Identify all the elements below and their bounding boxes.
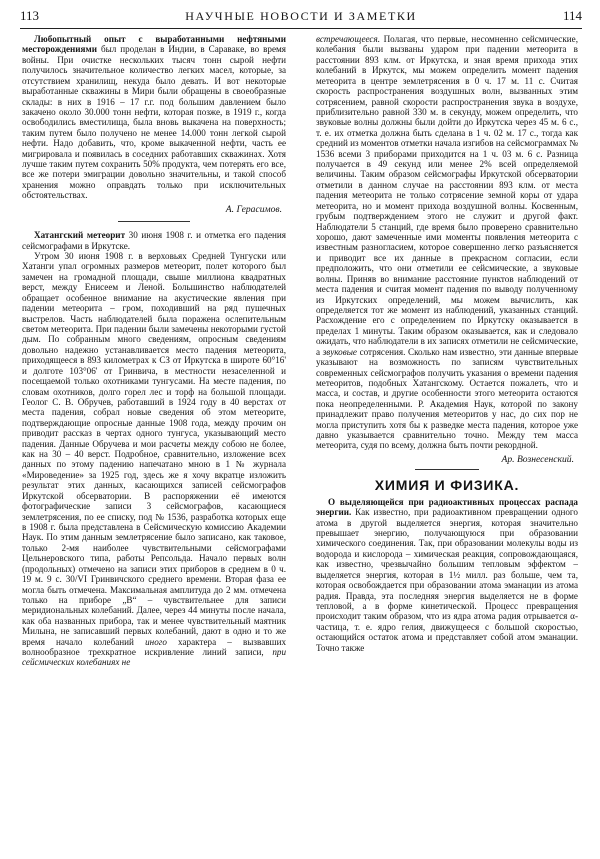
- running-title: НАУЧНЫЕ НОВОСТИ И ЗАМЕТКИ: [185, 9, 417, 23]
- left-column: [22, 34, 286, 855]
- article-separator: [118, 221, 190, 222]
- radioactive-article-title: О выделяющейся при радиоактивных процессах распада энергии.: [316, 496, 578, 518]
- meteorite-article-title: Хатангский метеорит: [34, 230, 126, 241]
- oil-article-title: Любопытный опыт с выработанными нефтяными месторождениями: [22, 34, 286, 55]
- page-header: [20, 8, 582, 26]
- continuation-italic-2: звуковые: [322, 346, 357, 357]
- section-rule: [415, 469, 479, 470]
- header-rule: [20, 28, 582, 29]
- radioactive-article-text: Как известно, при радиоактивном превращении одного атома в другой выделяется энергия, которая значительно превышает энергию, получающуюся при образовании химического соединения. Так, при образовании молекулы воды из водорода и кислорода – химическая реакция, сопровождающаяся, как известно, чрезвычайно большим тепловым эффектом – выделяется энергия, которая в 1½ милл. раз больше, чем та, которая освобождается при образовании атома эманации из атома радия. Правда, эта последняя энергия выделяется не в форме тепловой, а в форме кинетической. Процесс превращения происходит таким образом, что из ядра атома радия отрывается α-частица, т. е. ядро гелия, движущееся с большой скоростью, остающийся остаток атома и представляет собой атом эманации. Точно также: [316, 507, 578, 653]
- oil-article-text: был проделан в Индии, в Саравакe, во время войны. При очистке нескольких тысяч тонн сырой нефти получилось значительное количество легких масел, которые, за отсутствием хранилищ, некуда было девать. И вот некоторые выработанные скважины в Мири были обращены в своеобразные склады: в них в 1916 – 17 г.г. под большим давлением было закачено около 30.000 тонн нефти, которая позже, в 1919 г., когда освободились вместилища, была вновь выкачена на поверхность; таким путем было получено не менее 14.000 тонн легкой сырой нефти. Надо добавить, что, кроме выкаченной нефти, часть ее мигрировала и появилась в соседних работавших скважинах. Хотя лучше таким путем сохранить 50% продукта, чем потерять его все, все же потери эмиграции довольно значительны, и такой способ хранения можно оправдать только при исключительных обстоятельствах.: [22, 44, 286, 201]
- meteorite-article-italic: иного: [145, 636, 167, 647]
- section-title: ХИМИЯ И ФИЗИКА.: [374, 477, 520, 494]
- oil-article: [22, 34, 286, 201]
- continuation-text: Полагая, что первые, несомненно сейсмические, колебания были вызваны ударом при падении метеорита в расстоянии 893 клм. от Иркутска, и зная время прихода этих колебаний в Иркутск, мы можем определить момент падения метеорита в центре землетрясения в 0 ч. 17 м. 11 с. Считая скорость распространения воздушных волн, вызванных этим сотрясением, равной скорости распространения звука в воздухе, приблизительно равной 330 м. в секунду, можем определить, что звуковые волны должны были дойти до Иркутска через 45 м. 6 с., т. е. их отметка должна быть сделана в 1 ч. 02 м. 17 с., тогда как средний из моментов отметки начала изгибов на сейсмограммах № 1536 всеми 3 приборами приходится на 1 ч. 03 м. 6 с. Разница получается в 49 секунд или менее 2% всей определяемой величины. Таким образом сейсмографы Иркутской обсерватории отметили в данном случае на расстоянии 893 клм. от места падения метеорита не только сотрясение земной коры от удара метеорита, но и момент прихода воздушной волны. Косвенным, грубым подтверждением этого не служит и другой факт. Наблюдатели 5 станций, где время было проверено сравнительно хорошо, дают замеченные ими моменты появления метеорита с известным разногласием, которое совершенно легко разъясняется и приводит все их данные в прекрасном согласии, если предположить, что они отметили ее сейсмические, а звуковые волны. Приняв во внимание расстояние пунктов наблюдений от места падения и считая момент падения по выводу полученному из Иркутских определений, мы можем вычислить, как определяется тот же момент из наблюдений, указанных станций. Расхождение его с определением по Иркутску оказывается в пределах 1 минуты. Таким образом оказывается, как и следовало ожидать, что наблюдатели в их записях отметили не сейсмические, а: [316, 34, 578, 357]
- meteorite-article-italic-end: при сейсмических колебаниях не: [22, 647, 286, 668]
- meteorite-article-text-end: характера – вызвавших волнообразное трехкратное искривление линий записи,: [22, 636, 286, 658]
- page-number-left: 113: [20, 8, 40, 23]
- meteorite-article-title-tail: 30 июня 1908 г. и отметка его падения сейсмографами в Иркутске.: [22, 230, 286, 251]
- page-number-right: 114: [562, 8, 582, 23]
- meteorite-article-text: Утром 30 июня 1908 г. в верховьях Средней Тунгуски или Хатанги упал огромных размеров метеорит, полет которого был замечен на громадной площади, свыше миллиона квадратных верст, между Енисеем и Леной. Большинство наблюдателей обращает особенное внимание на акустические явления при падении метеорита – гром, походивший на ряд пушечных выстрелов. Часть наблюдателей была поражена ослепительным светом метеорита. При падении были замечены некоторыми густой дым. По собранным много сведениям, опросным сведениям довольно надежно устанавливается место падения метеорита, приходящееся в 893 километрах к СЗ от Иркутска в широте 60°16' и долготе 103°06' от Гринвича, в местности незаселенной и посещаемой только охотниками тунгусами. На месте падения, по словам охотников, долго горел лес и торф на большой площади. Геолог С. В. Обручев, работавший в 1924 году в 40 верстах от места падения, собрал новые сведения об этом метеорите, подтверждающие опросные данные 1908 года, между прочим он приводит рассказ в чертах одного тунгуса, указывающий место падения. Данные Обручева и мои расчеты между собою не более, как на 30 – 40 верст. Подробное, сравнительно, изложение всех данных по этому падению напечатано мною в 1 № журнала «Мироведение» за 1925 год, здесь же я хочу вкратце изложить результат этих данных, касающихся записей сейсмографов Иркутской обсерватории. В распоряжении её имеются фотографические записи 3 сейсмографов, касающиеся землетрясения, по ее списку, под № 1536, разработка которых еще в 1908 г. была представлена в Сейсмическую комиссию Академии Наук. По этим данным землетрясение было записано, как таковое, только 2-мя наиболее чувствительными сейсмографами Цельнеровского типа, работы Репсольда. Начало первых волн (продольных) отмечено на записи этих приборов в среднем в 0 ч. 19 м. 9 с. 30/VI Гринвичского среднего времени. Вторая фаза ее могла быть отмечена. Максимальная амплитуда до 2 мм. отмечена только на приборе „В“ – чувствительнее для записи меридиональных колебаний. Далее, через 44 минуты после начала, как оба названных прибора, так и менее чувствительный маятник Милына, не записавший первых колебаний, дают в одно и то же время начало колебаний: [22, 251, 286, 647]
- meteorite-article-heading: [22, 230, 286, 251]
- meteorite-article-author: Ар. Вознесенский.: [501, 453, 574, 465]
- continuation-text-end: сотрясения. Сколько нам известно, эти данные впервые указывают на возможность по записям чувствительных современных сейсмографов получить указания о времени падения метеоритов, подобных Хатангскому. Остается пожалеть, что и масса, и состав, и другие особенности этого метеорита остаются пока неопределенными. Р. Академия Наук, которой по закону принадлежит право получения метеоритов у нас, до сих пор не могла приступить хотя бы к разведке места падения, которое уже давно указывается сравнительно точно. Между тем масса метеорита, судя по всему, должна быть почти рекордной.: [316, 346, 578, 451]
- continuation-italic: встречающееся.: [316, 34, 380, 44]
- radioactive-article: [316, 497, 578, 653]
- oil-article-author: А. Герасимов.: [225, 203, 282, 215]
- right-column: [316, 34, 578, 855]
- meteorite-article-body: [22, 251, 286, 668]
- meteorite-continuation: [316, 34, 578, 451]
